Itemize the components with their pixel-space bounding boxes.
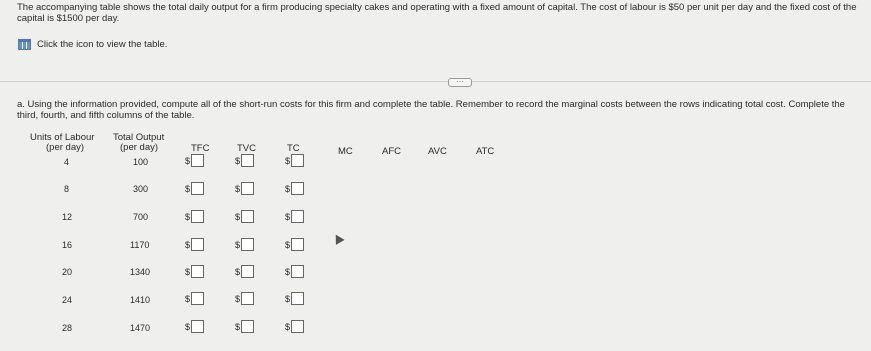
tvc-cell: $: [235, 292, 254, 305]
tc-input[interactable]: [291, 320, 304, 333]
header-tfc: TFC: [191, 143, 210, 154]
expand-button[interactable]: ···: [448, 78, 472, 87]
output-cell: 1170: [130, 240, 150, 250]
tfc-input[interactable]: [191, 182, 204, 195]
tfc-input[interactable]: [191, 320, 204, 333]
tfc-cell: $: [185, 154, 204, 167]
tc-input[interactable]: [291, 238, 304, 251]
tc-input[interactable]: [291, 154, 304, 167]
header-output: Total Output: [113, 132, 165, 143]
tvc-input[interactable]: [241, 292, 254, 305]
labour-cell: 8: [64, 184, 70, 194]
header-mc: MC: [338, 146, 353, 157]
tc-cell: $: [285, 210, 304, 223]
output-cell: 1410: [130, 295, 151, 305]
tvc-cell: $: [235, 182, 254, 195]
tfc-cell: $: [185, 265, 204, 278]
header-labour: Units of Labour: [30, 132, 95, 143]
tfc-cell: $: [185, 320, 204, 333]
labour-cell: 4: [64, 157, 70, 167]
tvc-input[interactable]: [241, 154, 254, 167]
tc-cell: $: [285, 292, 304, 305]
tc-cell: $: [285, 154, 304, 167]
tvc-cell: $: [235, 265, 254, 278]
tvc-input[interactable]: [241, 210, 254, 223]
header-tc: TC: [287, 143, 300, 154]
tfc-cell: $: [185, 210, 204, 223]
header-atc: ATC: [476, 146, 495, 157]
labour-cell: 24: [62, 295, 73, 305]
output-cell: 300: [133, 184, 149, 194]
output-cell: 1470: [130, 323, 151, 333]
tc-input[interactable]: [291, 292, 304, 305]
header-afc: AFC: [382, 146, 401, 157]
question-a: a. Using the information provided, compute all of the short-run costs for this firm and complete the table. Remember to record the marginal costs between the rows indicating total cost. Complete the third, fourth, and fifth columns of the table.: [17, 99, 845, 121]
tfc-input[interactable]: [191, 292, 204, 305]
header-tvc: TVC: [237, 143, 256, 154]
labour-cell: 16: [62, 240, 73, 250]
header-output-unit: (per day): [120, 142, 159, 153]
tfc-cell: $: [185, 292, 204, 305]
table-icon[interactable]: [18, 39, 31, 50]
tvc-cell: $: [235, 154, 254, 167]
labour-cell: 12: [62, 212, 73, 222]
tc-input[interactable]: [291, 210, 304, 223]
header-avc: AVC: [428, 146, 447, 157]
tfc-input[interactable]: [191, 265, 204, 278]
view-table-link[interactable]: [18, 39, 167, 50]
tc-cell: $: [285, 320, 304, 333]
tvc-cell: $: [235, 320, 254, 333]
labour-cell: 20: [62, 267, 73, 277]
tvc-input[interactable]: [241, 238, 254, 251]
view-table-label: Click the icon to view the table.: [37, 39, 168, 50]
tfc-input[interactable]: [191, 210, 204, 223]
problem-intro: The accompanying table shows the total daily output for a firm producing specialty cakes and operating with a fixed amount of capital. The cost of labour is $50 per unit per day and the fixed cost of the capital is $1500 per day.: [17, 2, 857, 24]
tc-cell: $: [285, 238, 304, 251]
output-cell: 100: [133, 157, 149, 167]
output-cell: 1340: [130, 267, 151, 277]
tfc-cell: $: [185, 238, 204, 251]
mouse-cursor-icon: [331, 232, 344, 245]
tfc-input[interactable]: [191, 154, 204, 167]
tvc-input[interactable]: [241, 265, 254, 278]
tfc-cell: $: [185, 182, 204, 195]
tvc-cell: $: [235, 238, 254, 251]
section-divider: [0, 81, 871, 82]
tvc-input[interactable]: [241, 320, 254, 333]
tc-cell: $: [285, 265, 304, 278]
tvc-input[interactable]: [241, 182, 254, 195]
output-cell: 700: [133, 212, 149, 222]
tc-cell: $: [285, 182, 304, 195]
tfc-input[interactable]: [191, 238, 204, 251]
header-labour-unit: (per day): [46, 142, 85, 153]
tc-input[interactable]: [291, 182, 304, 195]
tvc-cell: $: [235, 210, 254, 223]
tc-input[interactable]: [291, 265, 304, 278]
labour-cell: 28: [62, 323, 73, 333]
